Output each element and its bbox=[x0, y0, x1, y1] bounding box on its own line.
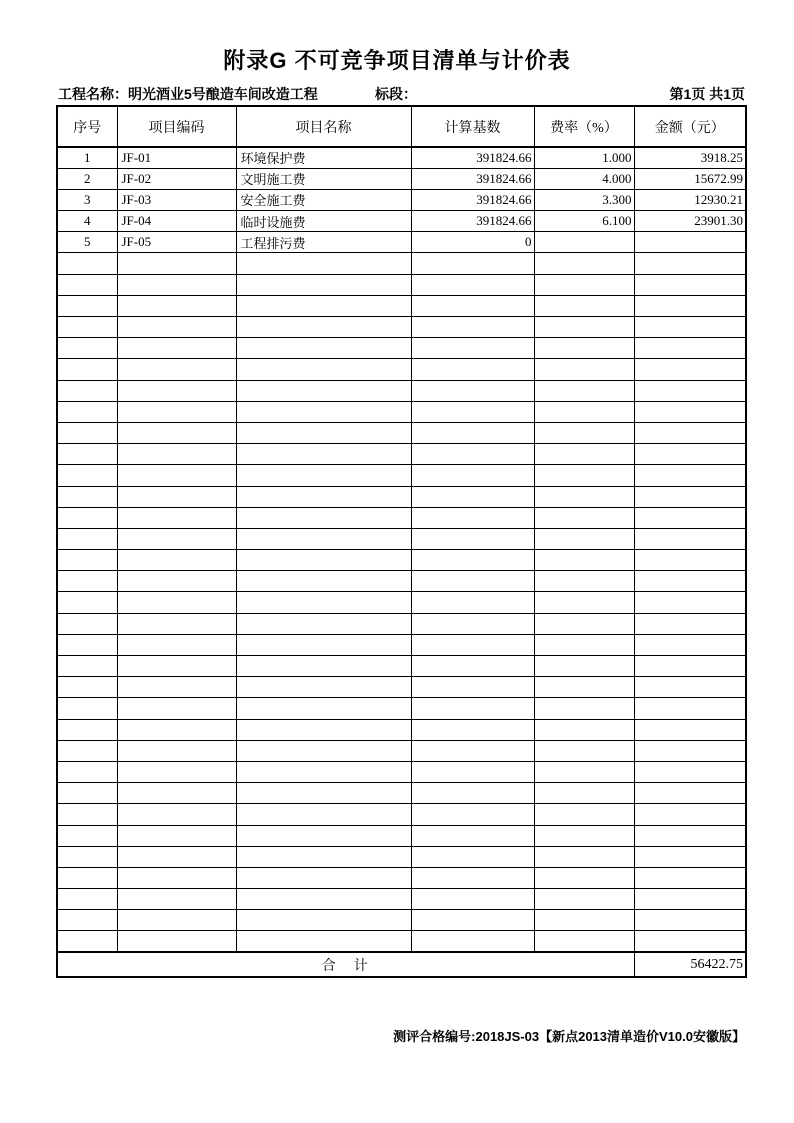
empty-cell-name bbox=[236, 422, 411, 443]
empty-cell-name bbox=[236, 656, 411, 677]
fee-table-header bbox=[57, 106, 746, 147]
empty-cell-seq bbox=[57, 338, 117, 359]
empty-cell-code bbox=[117, 910, 236, 931]
header-row bbox=[57, 106, 746, 147]
empty-cell-code bbox=[117, 846, 236, 867]
empty-table-row bbox=[57, 656, 746, 677]
empty-table-row bbox=[57, 486, 746, 507]
table-row bbox=[57, 232, 746, 253]
empty-cell-code bbox=[117, 719, 236, 740]
empty-cell-base bbox=[411, 613, 534, 634]
empty-cell-base bbox=[411, 550, 534, 571]
cell-rate bbox=[534, 232, 634, 253]
empty-cell-seq bbox=[57, 401, 117, 422]
empty-table-row bbox=[57, 740, 746, 761]
empty-cell-amount bbox=[634, 931, 746, 952]
empty-cell-code bbox=[117, 931, 236, 952]
empty-cell-amount bbox=[634, 719, 746, 740]
empty-cell-base bbox=[411, 571, 534, 592]
empty-cell-seq bbox=[57, 867, 117, 888]
empty-cell-seq bbox=[57, 846, 117, 867]
empty-cell-seq bbox=[57, 931, 117, 952]
empty-table-row bbox=[57, 401, 746, 422]
empty-cell-base bbox=[411, 719, 534, 740]
empty-cell-code bbox=[117, 317, 236, 338]
cell-name: 工程排污费 bbox=[236, 232, 411, 253]
empty-cell-code bbox=[117, 486, 236, 507]
empty-cell-amount bbox=[634, 571, 746, 592]
empty-table-row bbox=[57, 613, 746, 634]
empty-cell-amount bbox=[634, 677, 746, 698]
empty-cell-amount bbox=[634, 910, 746, 931]
empty-cell-rate bbox=[534, 910, 634, 931]
empty-table-row bbox=[57, 846, 746, 867]
cell-seq: 2 bbox=[57, 168, 117, 189]
empty-cell-rate bbox=[534, 867, 634, 888]
empty-cell-rate bbox=[534, 444, 634, 465]
empty-table-row bbox=[57, 804, 746, 825]
empty-cell-base bbox=[411, 444, 534, 465]
empty-cell-seq bbox=[57, 592, 117, 613]
cell-seq: 5 bbox=[57, 232, 117, 253]
empty-cell-base bbox=[411, 783, 534, 804]
fee-table bbox=[56, 105, 747, 978]
empty-cell-seq bbox=[57, 253, 117, 274]
empty-table-row bbox=[57, 274, 746, 295]
header-rate: 费率（%） bbox=[534, 106, 634, 147]
empty-cell-seq bbox=[57, 783, 117, 804]
header-name: 项目名称 bbox=[236, 106, 411, 147]
empty-cell-name bbox=[236, 613, 411, 634]
empty-cell-name bbox=[236, 677, 411, 698]
empty-cell-rate bbox=[534, 295, 634, 316]
empty-cell-name bbox=[236, 444, 411, 465]
cell-code: JF-05 bbox=[117, 232, 236, 253]
empty-cell-rate bbox=[534, 338, 634, 359]
meta-row bbox=[56, 84, 745, 104]
empty-table-row bbox=[57, 465, 746, 486]
empty-cell-code bbox=[117, 380, 236, 401]
cell-rate: 3.300 bbox=[534, 189, 634, 210]
cell-code: JF-04 bbox=[117, 211, 236, 232]
cell-amount: 3918.25 bbox=[634, 147, 746, 168]
empty-table-row bbox=[57, 761, 746, 782]
table-row bbox=[57, 168, 746, 189]
empty-cell-seq bbox=[57, 656, 117, 677]
empty-table-row bbox=[57, 677, 746, 698]
empty-cell-code bbox=[117, 507, 236, 528]
empty-table-row bbox=[57, 422, 746, 443]
empty-cell-amount bbox=[634, 550, 746, 571]
cell-seq: 1 bbox=[57, 147, 117, 168]
empty-cell-code bbox=[117, 804, 236, 825]
cell-rate: 1.000 bbox=[534, 147, 634, 168]
empty-cell-amount bbox=[634, 359, 746, 380]
empty-cell-name bbox=[236, 740, 411, 761]
empty-cell-code bbox=[117, 253, 236, 274]
empty-cell-base bbox=[411, 761, 534, 782]
empty-table-row bbox=[57, 783, 746, 804]
table-row bbox=[57, 211, 746, 232]
empty-cell-code bbox=[117, 550, 236, 571]
empty-cell-base bbox=[411, 804, 534, 825]
empty-cell-base bbox=[411, 486, 534, 507]
empty-cell-rate bbox=[534, 698, 634, 719]
empty-cell-rate bbox=[534, 465, 634, 486]
empty-cell-rate bbox=[534, 380, 634, 401]
empty-cell-amount bbox=[634, 740, 746, 761]
cell-base: 391824.66 bbox=[411, 168, 534, 189]
empty-cell-name bbox=[236, 528, 411, 549]
empty-cell-rate bbox=[534, 846, 634, 867]
empty-cell-base bbox=[411, 931, 534, 952]
empty-cell-code bbox=[117, 592, 236, 613]
cell-code: JF-01 bbox=[117, 147, 236, 168]
empty-cell-amount bbox=[634, 274, 746, 295]
empty-cell-name bbox=[236, 486, 411, 507]
cell-base: 0 bbox=[411, 232, 534, 253]
empty-cell-seq bbox=[57, 274, 117, 295]
empty-cell-seq bbox=[57, 317, 117, 338]
empty-table-row bbox=[57, 338, 746, 359]
empty-cell-name bbox=[236, 804, 411, 825]
empty-cell-code bbox=[117, 889, 236, 910]
empty-cell-seq bbox=[57, 528, 117, 549]
empty-cell-code bbox=[117, 401, 236, 422]
empty-cell-seq bbox=[57, 380, 117, 401]
empty-cell-amount bbox=[634, 422, 746, 443]
empty-cell-seq bbox=[57, 804, 117, 825]
empty-cell-seq bbox=[57, 571, 117, 592]
empty-cell-seq bbox=[57, 634, 117, 655]
empty-cell-amount bbox=[634, 783, 746, 804]
cell-base: 391824.66 bbox=[411, 211, 534, 232]
cell-amount: 15672.99 bbox=[634, 168, 746, 189]
empty-cell-seq bbox=[57, 295, 117, 316]
empty-cell-base bbox=[411, 295, 534, 316]
empty-table-row bbox=[57, 295, 746, 316]
empty-cell-base bbox=[411, 867, 534, 888]
empty-cell-rate bbox=[534, 825, 634, 846]
total-label: 合 计 bbox=[57, 952, 634, 977]
empty-cell-rate bbox=[534, 656, 634, 677]
empty-cell-base bbox=[411, 740, 534, 761]
empty-cell-amount bbox=[634, 253, 746, 274]
empty-cell-rate bbox=[534, 783, 634, 804]
empty-cell-base bbox=[411, 656, 534, 677]
project-name-label: 工程名称：明光酒业5号酿造车间改造工程 bbox=[58, 86, 318, 102]
empty-cell-amount bbox=[634, 846, 746, 867]
empty-table-row bbox=[57, 550, 746, 571]
empty-table-row bbox=[57, 507, 746, 528]
empty-cell-rate bbox=[534, 253, 634, 274]
empty-table-row bbox=[57, 592, 746, 613]
empty-cell-base bbox=[411, 359, 534, 380]
empty-cell-name bbox=[236, 253, 411, 274]
empty-cell-name bbox=[236, 698, 411, 719]
empty-cell-code bbox=[117, 422, 236, 443]
empty-cell-code bbox=[117, 613, 236, 634]
empty-cell-code bbox=[117, 656, 236, 677]
empty-cell-seq bbox=[57, 740, 117, 761]
empty-cell-rate bbox=[534, 634, 634, 655]
empty-cell-amount bbox=[634, 889, 746, 910]
empty-cell-amount bbox=[634, 698, 746, 719]
empty-cell-name bbox=[236, 295, 411, 316]
fee-table-footer bbox=[57, 952, 746, 977]
empty-cell-name bbox=[236, 338, 411, 359]
total-row bbox=[57, 952, 746, 977]
empty-cell-amount bbox=[634, 401, 746, 422]
empty-cell-rate bbox=[534, 761, 634, 782]
empty-cell-seq bbox=[57, 507, 117, 528]
empty-cell-base bbox=[411, 253, 534, 274]
empty-cell-rate bbox=[534, 317, 634, 338]
empty-cell-base bbox=[411, 677, 534, 698]
empty-cell-seq bbox=[57, 719, 117, 740]
cell-code: JF-03 bbox=[117, 189, 236, 210]
empty-cell-seq bbox=[57, 422, 117, 443]
empty-cell-base bbox=[411, 698, 534, 719]
empty-cell-seq bbox=[57, 910, 117, 931]
empty-cell-amount bbox=[634, 380, 746, 401]
empty-cell-code bbox=[117, 698, 236, 719]
empty-cell-name bbox=[236, 507, 411, 528]
empty-cell-seq bbox=[57, 698, 117, 719]
empty-cell-code bbox=[117, 740, 236, 761]
empty-cell-amount bbox=[634, 634, 746, 655]
certification-footer: 测评合格编号:2018JS-03【新点2013清单造价V10.0安徽版】 bbox=[393, 1029, 745, 1044]
empty-cell-amount bbox=[634, 867, 746, 888]
empty-cell-rate bbox=[534, 359, 634, 380]
empty-cell-code bbox=[117, 295, 236, 316]
cell-amount: 12930.21 bbox=[634, 189, 746, 210]
empty-cell-rate bbox=[534, 571, 634, 592]
empty-table-row bbox=[57, 889, 746, 910]
empty-cell-amount bbox=[634, 613, 746, 634]
empty-cell-amount bbox=[634, 656, 746, 677]
empty-table-row bbox=[57, 380, 746, 401]
header-seq: 序号 bbox=[57, 106, 117, 147]
empty-cell-name bbox=[236, 719, 411, 740]
empty-cell-base bbox=[411, 825, 534, 846]
empty-cell-code bbox=[117, 783, 236, 804]
page-number-label: 第1页 共1页 bbox=[669, 86, 745, 102]
empty-cell-rate bbox=[534, 889, 634, 910]
empty-table-row bbox=[57, 867, 746, 888]
empty-cell-rate bbox=[534, 528, 634, 549]
empty-cell-rate bbox=[534, 507, 634, 528]
empty-table-row bbox=[57, 571, 746, 592]
empty-cell-seq bbox=[57, 486, 117, 507]
empty-cell-rate bbox=[534, 931, 634, 952]
cell-rate: 4.000 bbox=[534, 168, 634, 189]
empty-cell-seq bbox=[57, 889, 117, 910]
section-label: 标段： bbox=[375, 86, 417, 102]
empty-table-row bbox=[57, 359, 746, 380]
total-amount: 56422.75 bbox=[634, 952, 746, 977]
empty-cell-base bbox=[411, 422, 534, 443]
empty-cell-amount bbox=[634, 804, 746, 825]
empty-table-row bbox=[57, 910, 746, 931]
cell-seq: 3 bbox=[57, 189, 117, 210]
empty-cell-rate bbox=[534, 719, 634, 740]
empty-cell-seq bbox=[57, 444, 117, 465]
empty-cell-base bbox=[411, 634, 534, 655]
empty-cell-amount bbox=[634, 317, 746, 338]
empty-cell-name bbox=[236, 317, 411, 338]
empty-cell-rate bbox=[534, 804, 634, 825]
empty-cell-rate bbox=[534, 740, 634, 761]
empty-cell-code bbox=[117, 571, 236, 592]
empty-cell-code bbox=[117, 338, 236, 359]
empty-table-row bbox=[57, 528, 746, 549]
empty-cell-name bbox=[236, 867, 411, 888]
empty-cell-rate bbox=[534, 613, 634, 634]
empty-cell-rate bbox=[534, 486, 634, 507]
empty-cell-base bbox=[411, 846, 534, 867]
empty-cell-rate bbox=[534, 592, 634, 613]
empty-table-row bbox=[57, 634, 746, 655]
empty-cell-seq bbox=[57, 550, 117, 571]
empty-cell-seq bbox=[57, 359, 117, 380]
empty-cell-seq bbox=[57, 677, 117, 698]
empty-cell-base bbox=[411, 401, 534, 422]
empty-cell-name bbox=[236, 931, 411, 952]
header-code: 项目编码 bbox=[117, 106, 236, 147]
empty-cell-name bbox=[236, 401, 411, 422]
empty-cell-seq bbox=[57, 613, 117, 634]
empty-cell-code bbox=[117, 677, 236, 698]
empty-cell-base bbox=[411, 465, 534, 486]
empty-cell-name bbox=[236, 465, 411, 486]
empty-cell-base bbox=[411, 910, 534, 931]
empty-cell-base bbox=[411, 507, 534, 528]
empty-cell-base bbox=[411, 528, 534, 549]
empty-cell-name bbox=[236, 825, 411, 846]
empty-cell-code bbox=[117, 761, 236, 782]
cell-name: 安全施工费 bbox=[236, 189, 411, 210]
empty-cell-code bbox=[117, 444, 236, 465]
page-title: 附录G 不可竞争项目清单与计价表 bbox=[223, 48, 571, 73]
empty-cell-code bbox=[117, 274, 236, 295]
empty-table-row bbox=[57, 444, 746, 465]
empty-cell-rate bbox=[534, 422, 634, 443]
empty-cell-rate bbox=[534, 550, 634, 571]
empty-cell-base bbox=[411, 274, 534, 295]
cell-name: 文明施工费 bbox=[236, 168, 411, 189]
empty-cell-amount bbox=[634, 592, 746, 613]
empty-table-row bbox=[57, 698, 746, 719]
empty-cell-code bbox=[117, 825, 236, 846]
header-amount: 金额（元） bbox=[634, 106, 746, 147]
empty-cell-name bbox=[236, 571, 411, 592]
empty-cell-name bbox=[236, 889, 411, 910]
cell-code: JF-02 bbox=[117, 168, 236, 189]
table-row bbox=[57, 147, 746, 168]
fee-table-body bbox=[57, 147, 746, 952]
cell-name: 环境保护费 bbox=[236, 147, 411, 168]
empty-cell-amount bbox=[634, 338, 746, 359]
empty-cell-seq bbox=[57, 825, 117, 846]
empty-cell-amount bbox=[634, 528, 746, 549]
empty-cell-base bbox=[411, 889, 534, 910]
empty-cell-name bbox=[236, 550, 411, 571]
cell-seq: 4 bbox=[57, 211, 117, 232]
cell-rate: 6.100 bbox=[534, 211, 634, 232]
empty-cell-name bbox=[236, 274, 411, 295]
empty-cell-rate bbox=[534, 677, 634, 698]
empty-cell-name bbox=[236, 761, 411, 782]
empty-cell-name bbox=[236, 380, 411, 401]
empty-cell-code bbox=[117, 359, 236, 380]
empty-cell-name bbox=[236, 910, 411, 931]
empty-cell-code bbox=[117, 867, 236, 888]
empty-cell-base bbox=[411, 317, 534, 338]
empty-cell-amount bbox=[634, 761, 746, 782]
table-row bbox=[57, 189, 746, 210]
empty-cell-code bbox=[117, 465, 236, 486]
empty-cell-base bbox=[411, 380, 534, 401]
empty-cell-base bbox=[411, 592, 534, 613]
empty-table-row bbox=[57, 719, 746, 740]
empty-cell-name bbox=[236, 592, 411, 613]
empty-cell-base bbox=[411, 338, 534, 359]
empty-cell-amount bbox=[634, 465, 746, 486]
cell-name: 临时设施费 bbox=[236, 211, 411, 232]
empty-cell-seq bbox=[57, 761, 117, 782]
empty-cell-amount bbox=[634, 825, 746, 846]
empty-table-row bbox=[57, 317, 746, 338]
cell-amount bbox=[634, 232, 746, 253]
empty-table-row bbox=[57, 825, 746, 846]
empty-cell-amount bbox=[634, 444, 746, 465]
empty-cell-name bbox=[236, 634, 411, 655]
empty-cell-code bbox=[117, 634, 236, 655]
cell-base: 391824.66 bbox=[411, 189, 534, 210]
cell-amount: 23901.30 bbox=[634, 211, 746, 232]
empty-cell-amount bbox=[634, 295, 746, 316]
empty-cell-seq bbox=[57, 465, 117, 486]
empty-cell-name bbox=[236, 783, 411, 804]
empty-table-row bbox=[57, 253, 746, 274]
empty-cell-amount bbox=[634, 507, 746, 528]
empty-cell-name bbox=[236, 359, 411, 380]
empty-cell-amount bbox=[634, 486, 746, 507]
header-base: 计算基数 bbox=[411, 106, 534, 147]
empty-cell-name bbox=[236, 846, 411, 867]
empty-table-row bbox=[57, 931, 746, 952]
empty-cell-rate bbox=[534, 401, 634, 422]
empty-cell-code bbox=[117, 528, 236, 549]
empty-cell-rate bbox=[534, 274, 634, 295]
cell-base: 391824.66 bbox=[411, 147, 534, 168]
